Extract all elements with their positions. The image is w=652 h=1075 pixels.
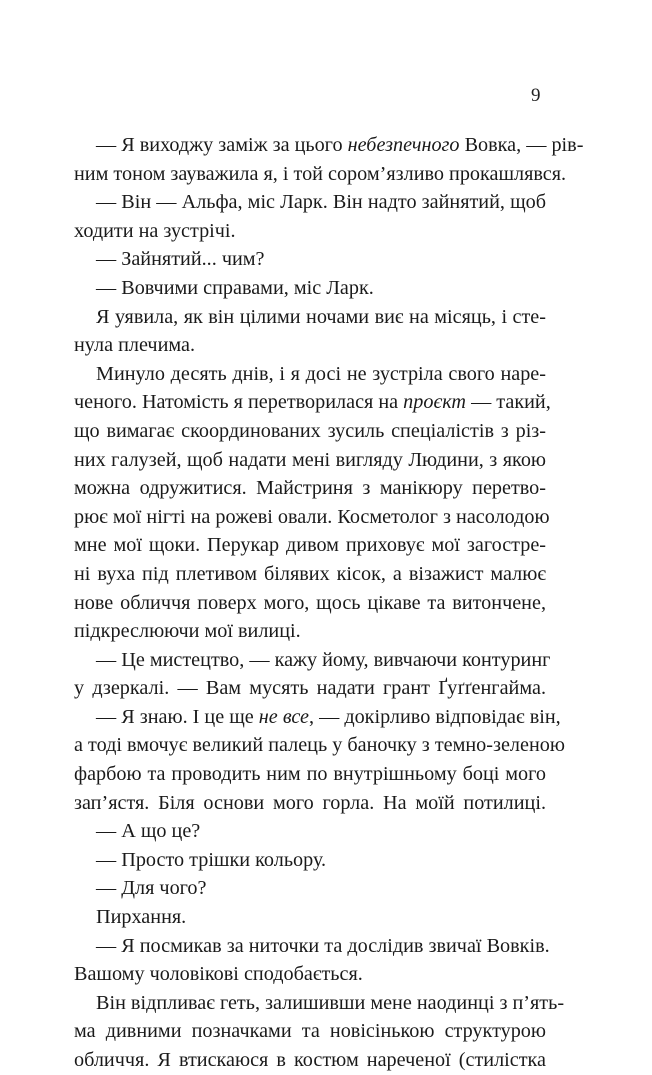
- text-line: [74, 846, 546, 875]
- text-segment: фарбою та проводить ним по внутрішньому боці мого: [74, 763, 546, 786]
- text-segment: що вимагає скоординованих зусиль спеціалістів з різ-: [74, 419, 546, 442]
- text-line: [74, 760, 546, 789]
- text-line: [74, 874, 546, 903]
- body-text: [74, 131, 584, 1075]
- text-line: [74, 388, 551, 417]
- text-line: [74, 932, 550, 961]
- text-line: [74, 589, 546, 618]
- text-line: [74, 703, 561, 732]
- page-number: 9: [531, 85, 541, 106]
- text-segment: можна одружитися. Майстриня з манікюру перетво-: [74, 477, 546, 500]
- text-segment: — Він — Альфа, міс Ларк. Він надто зайнятий, щоб: [96, 191, 546, 214]
- text-line: [74, 989, 565, 1018]
- text-segment: нула плечима.: [74, 334, 196, 357]
- text-line: [74, 903, 546, 932]
- text-segment: у дзеркалі. — Вам мусять надати грант Ґуґґенгайма.: [74, 677, 546, 700]
- text-line: [74, 245, 546, 274]
- text-line: [74, 674, 546, 703]
- text-segment: Минуло десять днів, і я досі не зустріла свого наре-: [96, 362, 546, 385]
- text-line: [74, 274, 546, 303]
- text-line: [74, 360, 546, 389]
- text-line: [74, 160, 567, 189]
- text-segment: — Просто трішки кольору.: [96, 848, 327, 871]
- text-line: [74, 331, 546, 360]
- italic-text: не все: [258, 705, 309, 728]
- text-segment: — Я виходжу заміж за цього: [96, 134, 348, 156]
- text-line: [74, 474, 546, 503]
- text-line: [74, 560, 546, 589]
- text-segment: них галузей, щоб надати мені вигляду Людини, з якою: [74, 448, 546, 471]
- text-segment: обличчя. Я втискаюся в костюм нареченої (стилістка: [74, 1049, 546, 1071]
- text-segment: Вашому чоловікові сподобається.: [74, 963, 363, 986]
- text-segment: нове обличчя поверх мого, щось цікаве та витончене,: [74, 591, 546, 614]
- text-line: [74, 217, 546, 246]
- text-segment: — Я посмикав за ниточки та дослідив звичаї Вовків.: [96, 934, 550, 957]
- text-segment: — Вовчими справами, міс Ларк.: [96, 276, 374, 299]
- text-segment: ма дивними позначками та новісінькою структурою: [74, 1020, 546, 1043]
- text-segment: — Я знаю. І це ще: [96, 705, 259, 728]
- text-segment: рює мої нігті на рожеві овали. Косметолог з насолодою: [74, 505, 550, 528]
- text-segment: — такий,: [466, 391, 551, 414]
- text-segment: Він відпливає геть, залишивши мене наодинці з п’ять-: [96, 991, 565, 1014]
- text-segment: — Це мистецтво, — кажу йому, вивчаючи контуринг: [96, 648, 551, 671]
- text-segment: зап’ястя. Біля основи мого горла. На моїй потилиці.: [74, 791, 546, 814]
- text-line: [74, 817, 546, 846]
- text-line: [74, 1017, 546, 1046]
- text-segment: ні вуха під плетивом білявих кісок, а візажист малює: [74, 562, 546, 585]
- text-segment: ним тоном зауважила я, і той сором’язливо прокашлявся.: [74, 162, 567, 185]
- italic-text: небезпечного: [347, 134, 460, 156]
- text-line: [74, 1046, 546, 1075]
- text-line: [74, 303, 546, 332]
- text-segment: підкреслюючи мої вилиці.: [74, 620, 301, 643]
- text-line: [74, 188, 546, 217]
- text-line: [74, 731, 565, 760]
- text-line: [74, 446, 546, 475]
- text-line: [74, 960, 546, 989]
- text-segment: — Зайнятий... чим?: [96, 248, 265, 271]
- text-line: [74, 417, 546, 446]
- text-line: [74, 646, 551, 675]
- text-segment: — Для чого?: [96, 877, 207, 900]
- text-segment: Вовка, — рів-: [459, 134, 584, 156]
- text-line: [74, 131, 584, 160]
- text-segment: а тоді вмочує великий палець у баночку з темно-зеленою: [74, 734, 565, 757]
- text-line: [74, 617, 546, 646]
- text-segment: , — докірливо відповідає він,: [308, 705, 561, 728]
- text-segment: Пирхання.: [96, 906, 187, 929]
- text-segment: ченого. Натомість я перетворилася на: [74, 391, 404, 414]
- text-line: [74, 503, 550, 532]
- italic-text: проєкт: [403, 391, 467, 414]
- text-segment: ходити на зустрічі.: [74, 219, 236, 242]
- text-line: [74, 789, 546, 818]
- text-segment: Я уявила, як він цілими ночами виє на місяць, і сте-: [96, 305, 546, 328]
- text-segment: — А що це?: [96, 820, 201, 843]
- text-line: [74, 531, 546, 560]
- text-segment: мне мої щоки. Перукар дивом приховує мої загостре-: [74, 534, 546, 557]
